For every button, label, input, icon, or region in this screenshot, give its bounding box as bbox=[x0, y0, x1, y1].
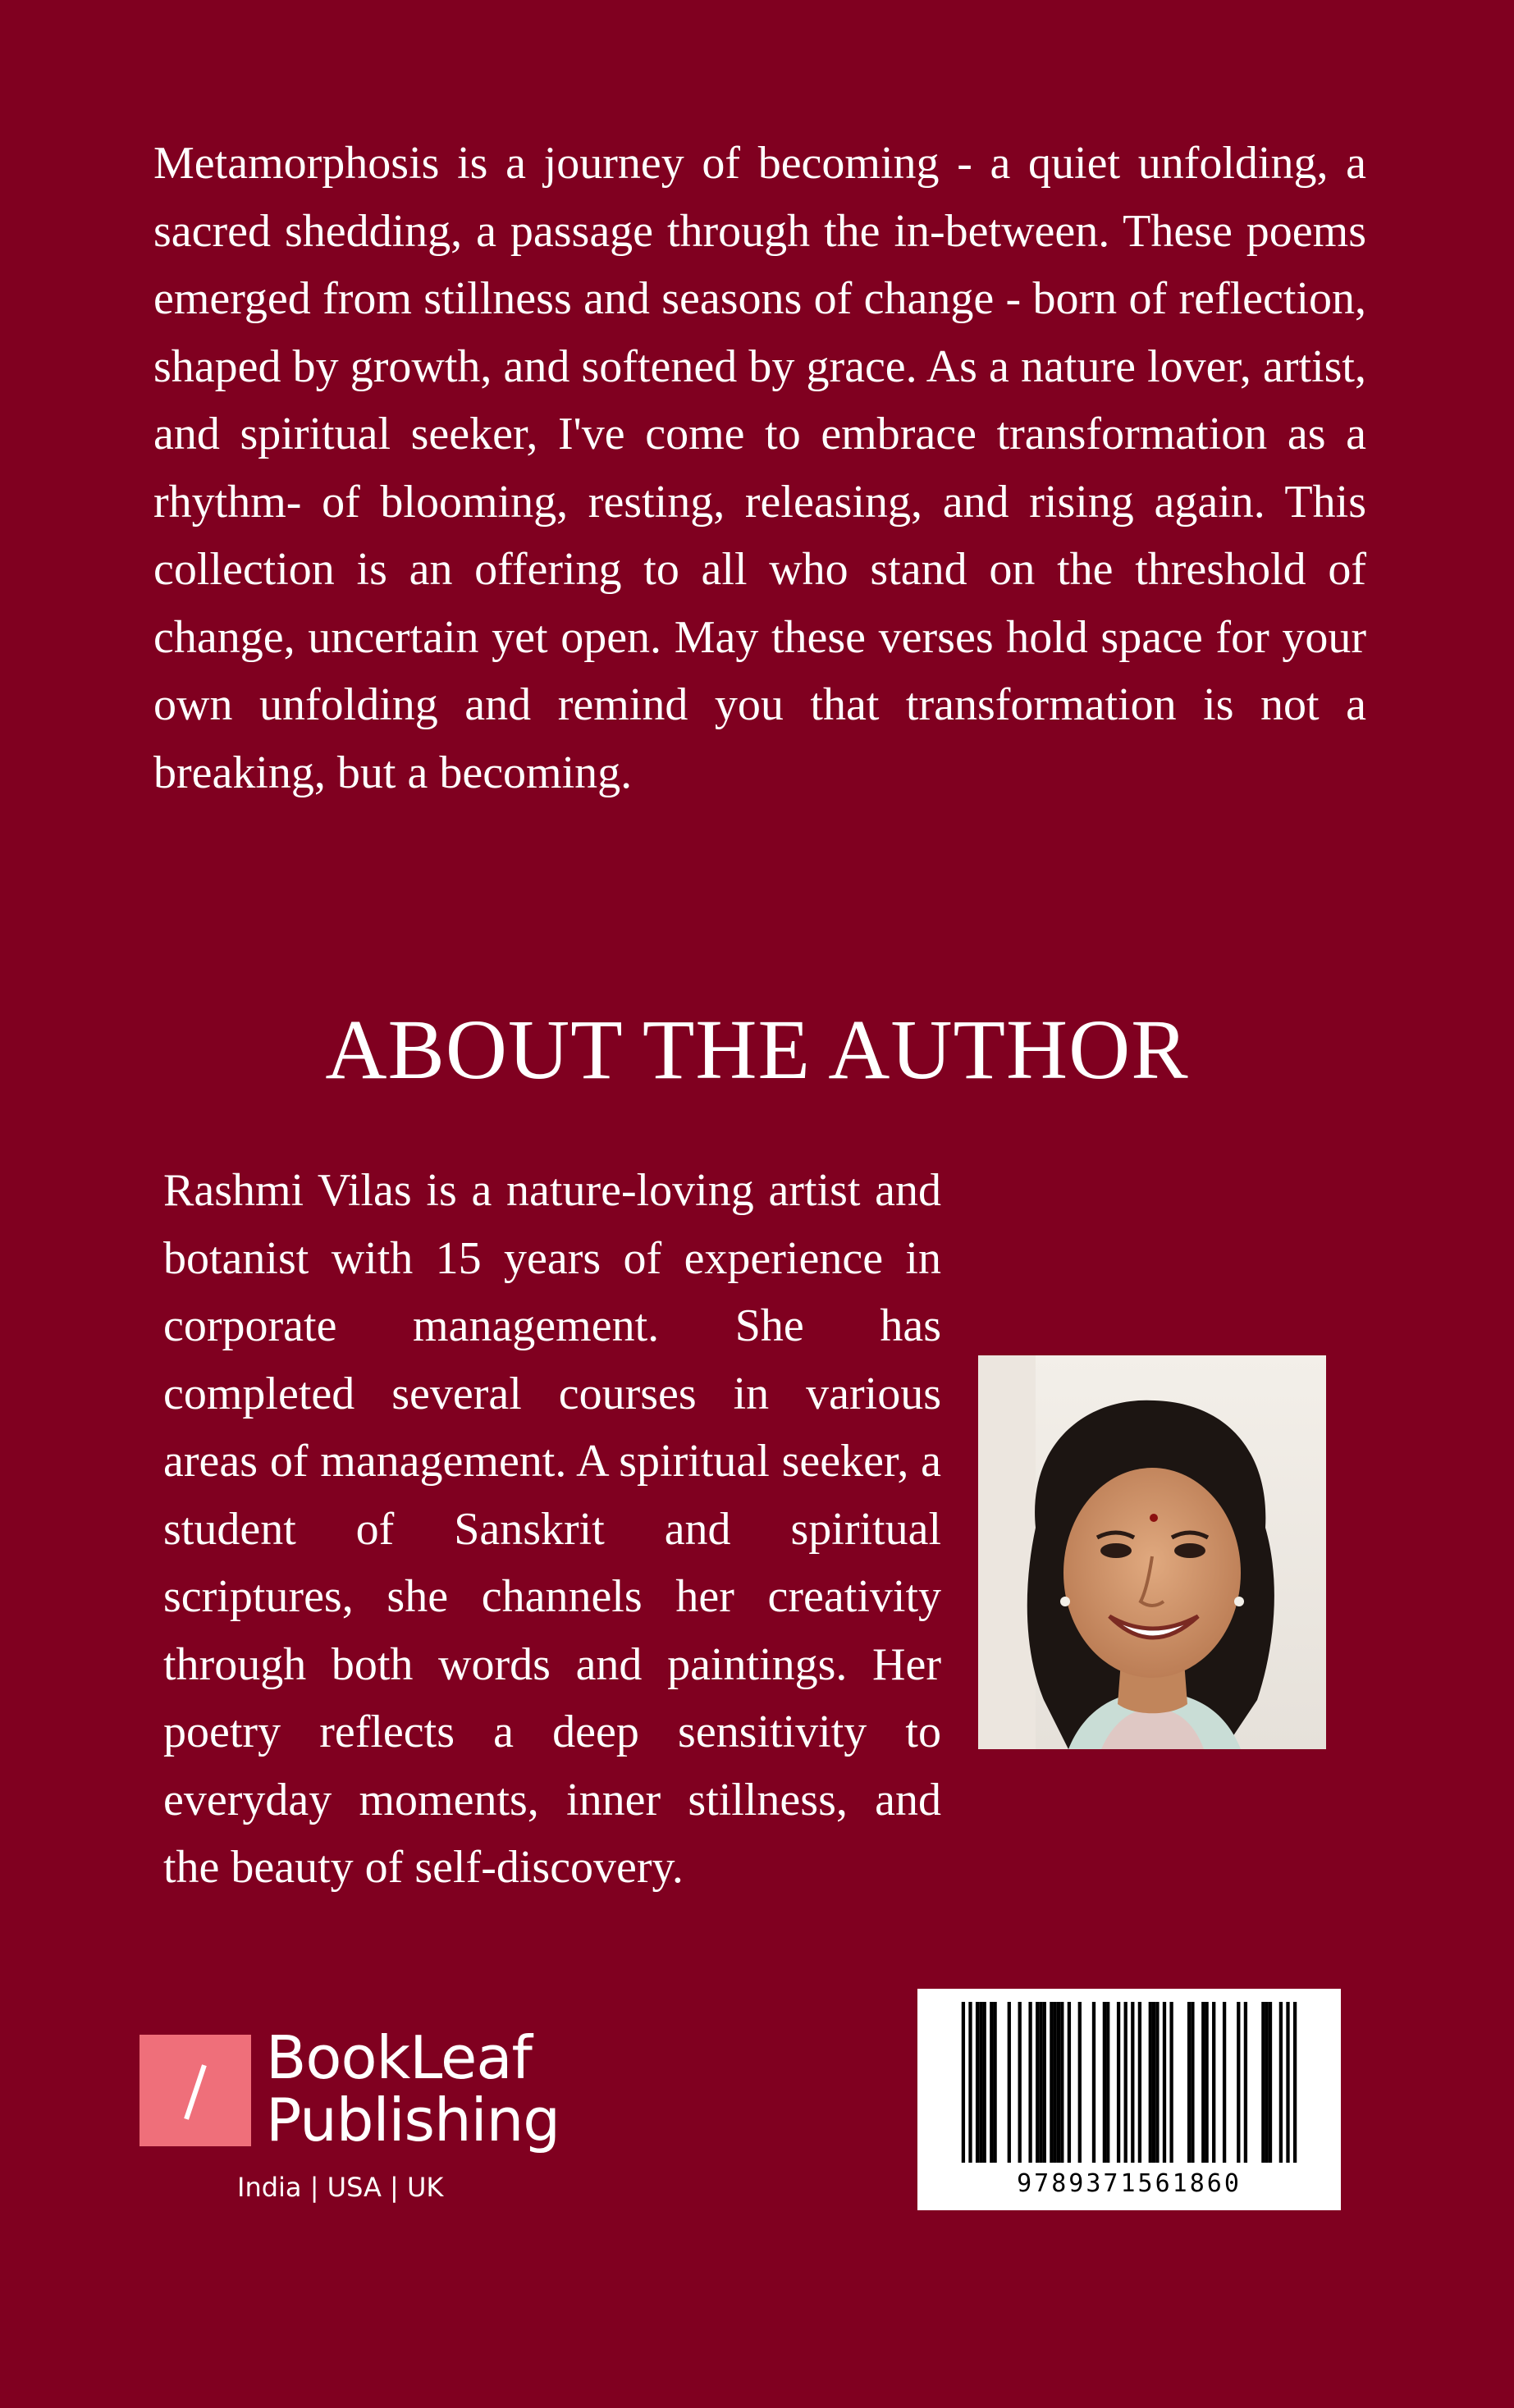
barcode-bar bbox=[993, 2002, 996, 2163]
barcode-bar bbox=[1068, 2002, 1071, 2163]
barcode-bar bbox=[1286, 2002, 1289, 2163]
barcode-bar bbox=[1265, 2002, 1269, 2163]
barcode-bar bbox=[1169, 2002, 1173, 2163]
isbn-barcode bbox=[917, 1989, 1341, 2210]
barcode-bar bbox=[1092, 2002, 1095, 2163]
barcode-bar bbox=[1103, 2002, 1106, 2163]
about-author-heading: ABOUT THE AUTHOR bbox=[325, 1003, 1189, 1097]
barcode-bar bbox=[976, 2002, 979, 2163]
barcode-bar bbox=[1212, 2002, 1215, 2163]
barcode-bar bbox=[1050, 2002, 1053, 2163]
barcode-bar bbox=[1028, 2002, 1031, 2163]
barcode-bar bbox=[1191, 2002, 1194, 2163]
barcode-bar bbox=[1205, 2002, 1208, 2163]
barcode-bar bbox=[1187, 2002, 1191, 2163]
publisher-logo bbox=[140, 2023, 566, 2203]
barcode-bar bbox=[1054, 2002, 1057, 2163]
barcode-bar bbox=[962, 2002, 965, 2163]
barcode-bar bbox=[1163, 2002, 1166, 2163]
barcode-bar bbox=[983, 2002, 986, 2163]
barcode-bar bbox=[1149, 2002, 1152, 2163]
barcode-bar bbox=[1152, 2002, 1155, 2163]
author-bio: Rashmi Vilas is a nature-loving artist and botanist with 15 years of experience in corporate management. She has completed several courses in various areas of management. A spiritual seeker, a student of Sanskrit and spiritual scriptures, she channels her creativity through both words and paintings. Her poetry reflects a deep sensitivity to everyday moments, inner stillness, and the beauty of self-discovery. bbox=[163, 1165, 941, 1893]
barcode-bar bbox=[1244, 2002, 1247, 2163]
barcode-bar bbox=[1261, 2002, 1265, 2163]
barcode-bar bbox=[1269, 2002, 1272, 2163]
isbn-number: 9789371561860 bbox=[1017, 2169, 1242, 2198]
author-photo bbox=[978, 1355, 1326, 1749]
barcode-bar bbox=[1237, 2002, 1240, 2163]
publisher-regions: India | USA | UK bbox=[237, 2172, 444, 2203]
bookleaf-slash-icon bbox=[140, 2035, 251, 2146]
barcode-bar bbox=[1293, 2002, 1297, 2163]
barcode-bar bbox=[1106, 2002, 1109, 2163]
publisher-name-line1: BookLeaf bbox=[266, 2023, 532, 2092]
barcode-bar bbox=[1155, 2002, 1159, 2163]
barcode-bar bbox=[1039, 2002, 1042, 2163]
barcode-bar bbox=[1138, 2002, 1141, 2163]
barcode-bar bbox=[1131, 2002, 1134, 2163]
barcode-bar bbox=[1223, 2002, 1226, 2163]
barcode-bar bbox=[1279, 2002, 1283, 2163]
barcode-bar bbox=[990, 2002, 993, 2163]
barcode-bar bbox=[1124, 2002, 1127, 2163]
barcode-bar bbox=[1008, 2002, 1011, 2163]
barcode-bar bbox=[968, 2002, 972, 2163]
barcode-bar bbox=[1117, 2002, 1120, 2163]
barcode-bar bbox=[1201, 2002, 1205, 2163]
barcode-bar bbox=[1060, 2002, 1063, 2163]
publisher-name-line2: Publishing bbox=[266, 2086, 560, 2154]
publisher-name bbox=[266, 2023, 560, 2154]
barcode-bar bbox=[1018, 2002, 1022, 2163]
barcode-bar bbox=[1043, 2002, 1046, 2163]
barcode-bar bbox=[1057, 2002, 1060, 2163]
book-blurb: Metamorphosis is a journey of becoming - a quiet unfolding, a sacred shedding, a passage through the in-between. These poems emerged from stillness and seasons of change - born of reflection, shaped by growth, and softened by grace. As a nature lover, artist, and spiritual seeker, I've come to embrace transformation as a rhythm- of blooming, resting, releasing, and rising again. This collection is an offering to all who stand on the threshold of change, uncertain yet open. May these verses hold space for your own unfolding and remind you that transformation is not a breaking, but a becoming. bbox=[153, 138, 1366, 798]
barcode-bar bbox=[979, 2002, 982, 2163]
barcode-bar bbox=[1036, 2002, 1039, 2163]
barcode-bar bbox=[1078, 2002, 1082, 2163]
